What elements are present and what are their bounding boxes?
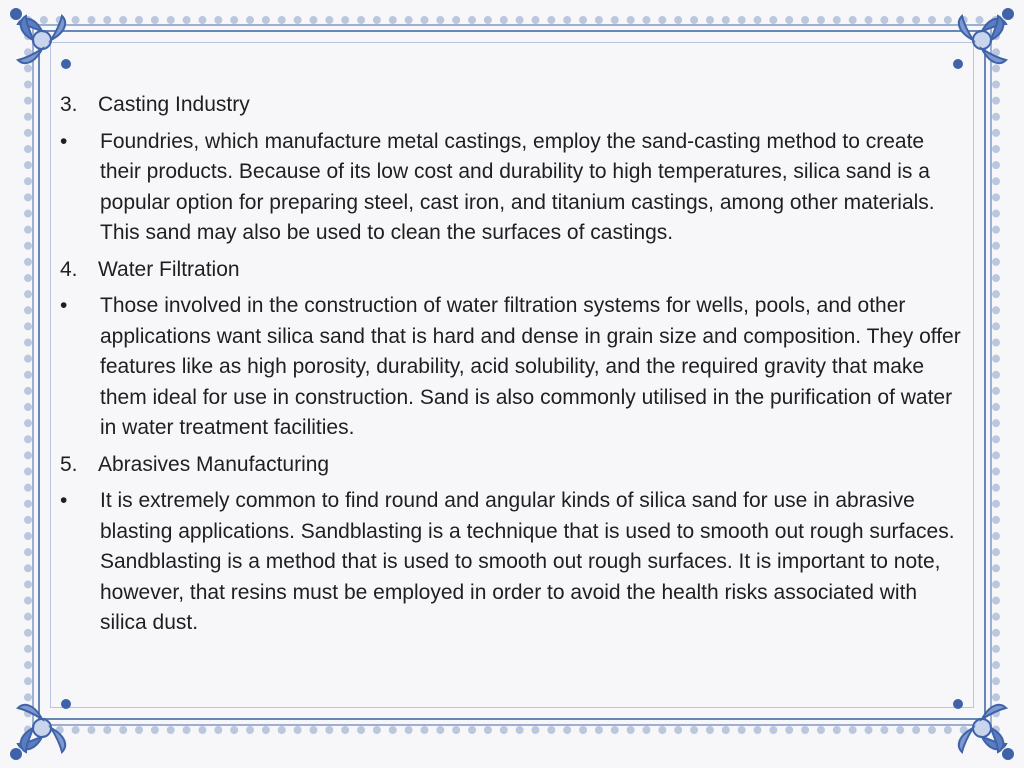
list-number: 4.	[60, 257, 78, 281]
bullet-icon: •	[60, 129, 68, 153]
paragraph-text: Foundries, which manufacture metal castings, employ the sand-casting method to create their products. Because of its low cost and durability to high temperatures, silica sand is a popular option for preparing steel, cast iron, and titanium castings, among other materials. This sand may also be used to clean the surfaces of castings.	[100, 129, 935, 244]
paragraph-text: Those involved in the construction of water filtration systems for wells, pools, and other applications want silica sand that is hard and dense in grain size and composition. They offer features like as high porosity, durability, acid solubility, and the required gravity that make them ideal for use in construction. Sand is also commonly utilised in the purification of water in water treatment facilities.	[100, 294, 961, 439]
bullet-icon: •	[60, 489, 68, 512]
bullet-paragraph	[60, 486, 965, 639]
bullet-paragraph	[60, 127, 965, 249]
section-heading	[60, 255, 965, 286]
list-number: 3.	[60, 93, 78, 116]
heading-text: Abrasives Manufacturing	[98, 452, 330, 476]
section-heading	[60, 90, 965, 121]
bullet-paragraph	[60, 291, 965, 444]
bullet-icon: •	[60, 294, 68, 317]
heading-text: Water Filtration	[98, 257, 240, 281]
section-heading	[60, 450, 965, 481]
slide-body	[60, 90, 965, 645]
heading-text: Casting Industry	[98, 93, 250, 116]
list-number: 5.	[60, 452, 78, 476]
floral-ornament-icon	[4, 690, 80, 766]
paragraph-text: It is extremely common to find round and angular kinds of silica sand for use in abrasive blasting applications. Sandblasting is a technique that is used to smooth out rough surfaces. Sandblasting is a method that is used to smooth out rough surfaces. It is important to note, however, that resins must be employed in order to avoid the health risks associated with silica dust.	[100, 489, 955, 634]
floral-ornament-icon	[944, 2, 1020, 78]
floral-ornament-icon	[4, 2, 80, 78]
floral-ornament-icon	[944, 690, 1020, 766]
